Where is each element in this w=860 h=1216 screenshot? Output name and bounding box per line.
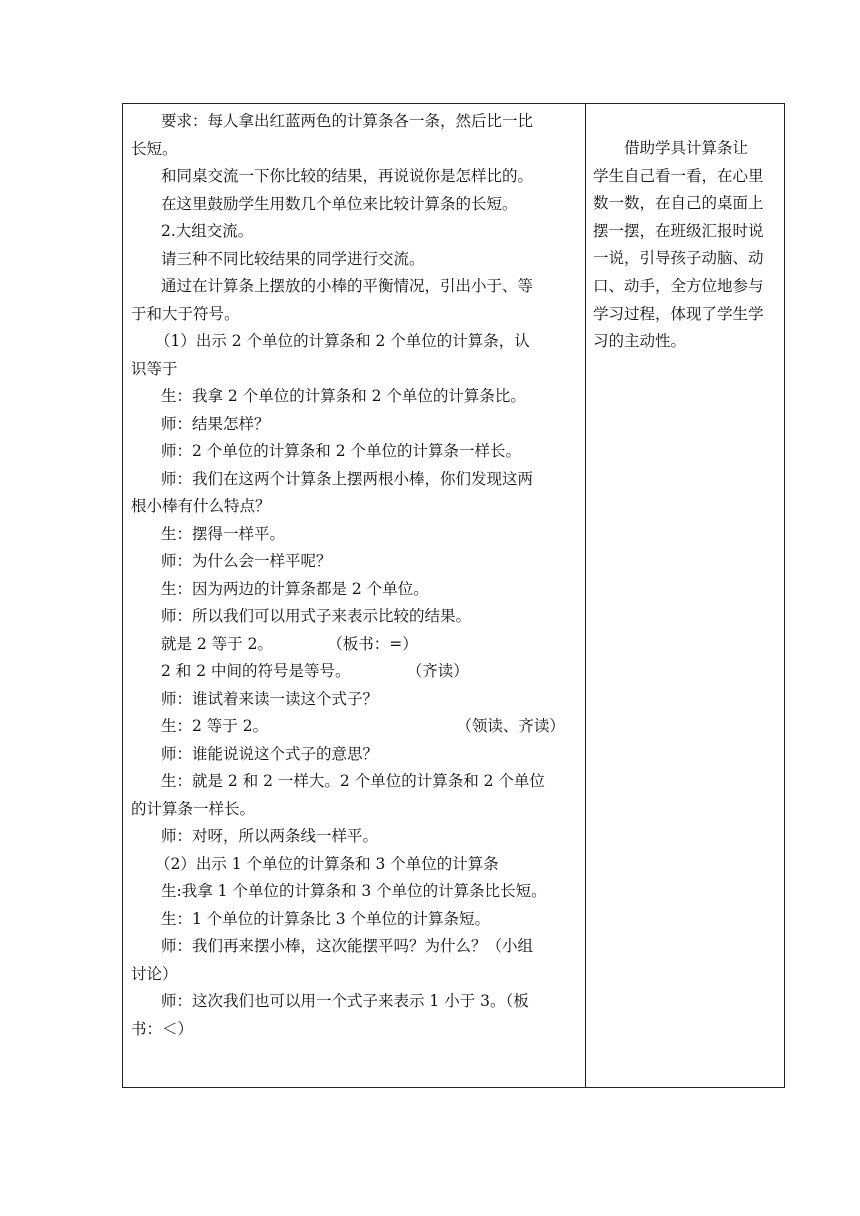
line-text: 2 和 2 中间的符号是等号。 [161,662,351,680]
text-line [131,521,581,549]
text-line [131,961,581,989]
text-line [131,851,581,879]
text-line [131,988,581,1016]
line-text: 的计算条一样长。 [131,799,256,818]
line-text: 师：对呀，所以两条线一样平。 [161,827,379,845]
note-line: 学习过程，体现了学生学 [593,304,764,323]
line-text: 师：所以我们可以用式子来表示比较的结果。 [161,607,472,625]
text-line [131,466,581,494]
line-text: 生：摆得一样平。 [161,524,286,543]
line-text: 师：这次我们也可以用一个式子来表示 1 小于 3。（板 [161,992,529,1010]
line-text: （2）出示 1 个单位的计算条和 3 个单位的计算条 [155,854,499,873]
text-line [131,163,581,191]
text-line [131,658,581,686]
line-text: 识等于 [131,359,178,378]
text-line [131,356,581,384]
note-line: 一说，引导孩子动脑、动 [593,249,764,268]
line-text: 书：＜） [131,1019,194,1038]
line-text: 和同桌交流一下你比较的结果，再说说你是怎样比的。 [161,167,534,185]
text-line [131,686,581,714]
note-line: 借助学具计算条让 [624,139,749,157]
line-text: 生：1 个单位的计算条比 3 个单位的计算条短。 [161,909,491,928]
line-text: 师：2 个单位的计算条和 2 个单位的计算条一样长。 [161,442,522,460]
note-line: 习的主动性。 [593,332,687,351]
line-text: 生：我拿 2 个单位的计算条和 2 个单位的计算条比。 [161,387,526,405]
text-line [131,383,581,411]
text-line [131,796,581,824]
line-text: 2.大组交流。 [161,222,254,240]
line-text: 师：谁能说说这个式子的意思？ [161,744,379,763]
note-line: 数一数，在自己的桌面上 [593,194,764,213]
note-line: 口、动手，全方位地参与 [593,276,764,295]
note-line: 摆一摆，在班级汇报时说 [593,221,764,240]
text-line [131,246,581,274]
text-line [131,548,581,576]
line-text: 师：我们再来摆小棒，这次能摆平吗？为什么？（小组 [161,937,534,955]
line-text: 要求：每人拿出红蓝两色的计算条各一条，然后比一比 [161,112,534,130]
line-text: 在这里鼓励学生用数几个单位来比较计算条的长短。 [161,194,518,213]
text-line [131,878,581,906]
text-line [131,328,581,356]
line-text: 根小棒有什么特点？ [131,497,271,515]
text-line [131,136,581,164]
line-text: 师：谁试着来读一读这个式子？ [161,689,379,708]
text-line [131,713,581,741]
line-text: 就是 2 等于 2。 [161,634,274,653]
line-text: 讨论） [131,964,178,983]
line-text: 生：2 等于 2。 [161,717,269,735]
text-line [131,741,581,769]
line-text: 生：就是 2 和 2 一样大。2 个单位的计算条和 2 个单位 [161,772,545,790]
text-line [131,933,581,961]
line-text: 生:我拿 1 个单位的计算条和 3 个单位的计算条比长短。 [161,882,547,900]
text-line [131,823,581,851]
text-line [131,191,581,219]
line-note: （领读、齐读） [464,717,565,735]
text-line [131,603,581,631]
text-line [131,768,581,796]
line-note: （齐读） [414,662,469,680]
line-text: 请三种不同比较结果的同学进行交流。 [161,249,425,268]
lesson-table [122,103,785,1088]
text-line [131,218,581,246]
line-text: 师：我们在这两个计算条上摆两根小棒，你们发现这两 [161,469,534,488]
line-text: 于和大于符号。 [131,304,240,323]
note-line: 学生自己看一看，在心里 [593,166,764,185]
design-intent-cell [593,135,779,356]
line-text: 师：结果怎样？ [161,414,270,433]
column-divider [585,104,586,1087]
text-line [131,1016,581,1044]
text-line [131,906,581,934]
text-line [131,273,581,301]
line-text: 通过在计算条上摆放的小棒的平衡情况，引出小于、等 [161,277,534,295]
text-line [131,438,581,466]
teaching-process-cell [131,108,581,1043]
line-text: 生：因为两边的计算条都是 2 个单位。 [161,579,429,598]
text-line [131,411,581,439]
line-note: （板书：=） [335,634,418,653]
text-line [131,108,581,136]
line-text: （1）出示 2 个单位的计算条和 2 个单位的计算条，认 [155,332,530,350]
text-line [131,493,581,521]
text-line [131,301,581,329]
line-text: 师：为什么会一样平呢？ [161,552,332,570]
text-line [131,631,581,659]
text-line [131,576,581,604]
line-text: 长短。 [131,139,178,158]
